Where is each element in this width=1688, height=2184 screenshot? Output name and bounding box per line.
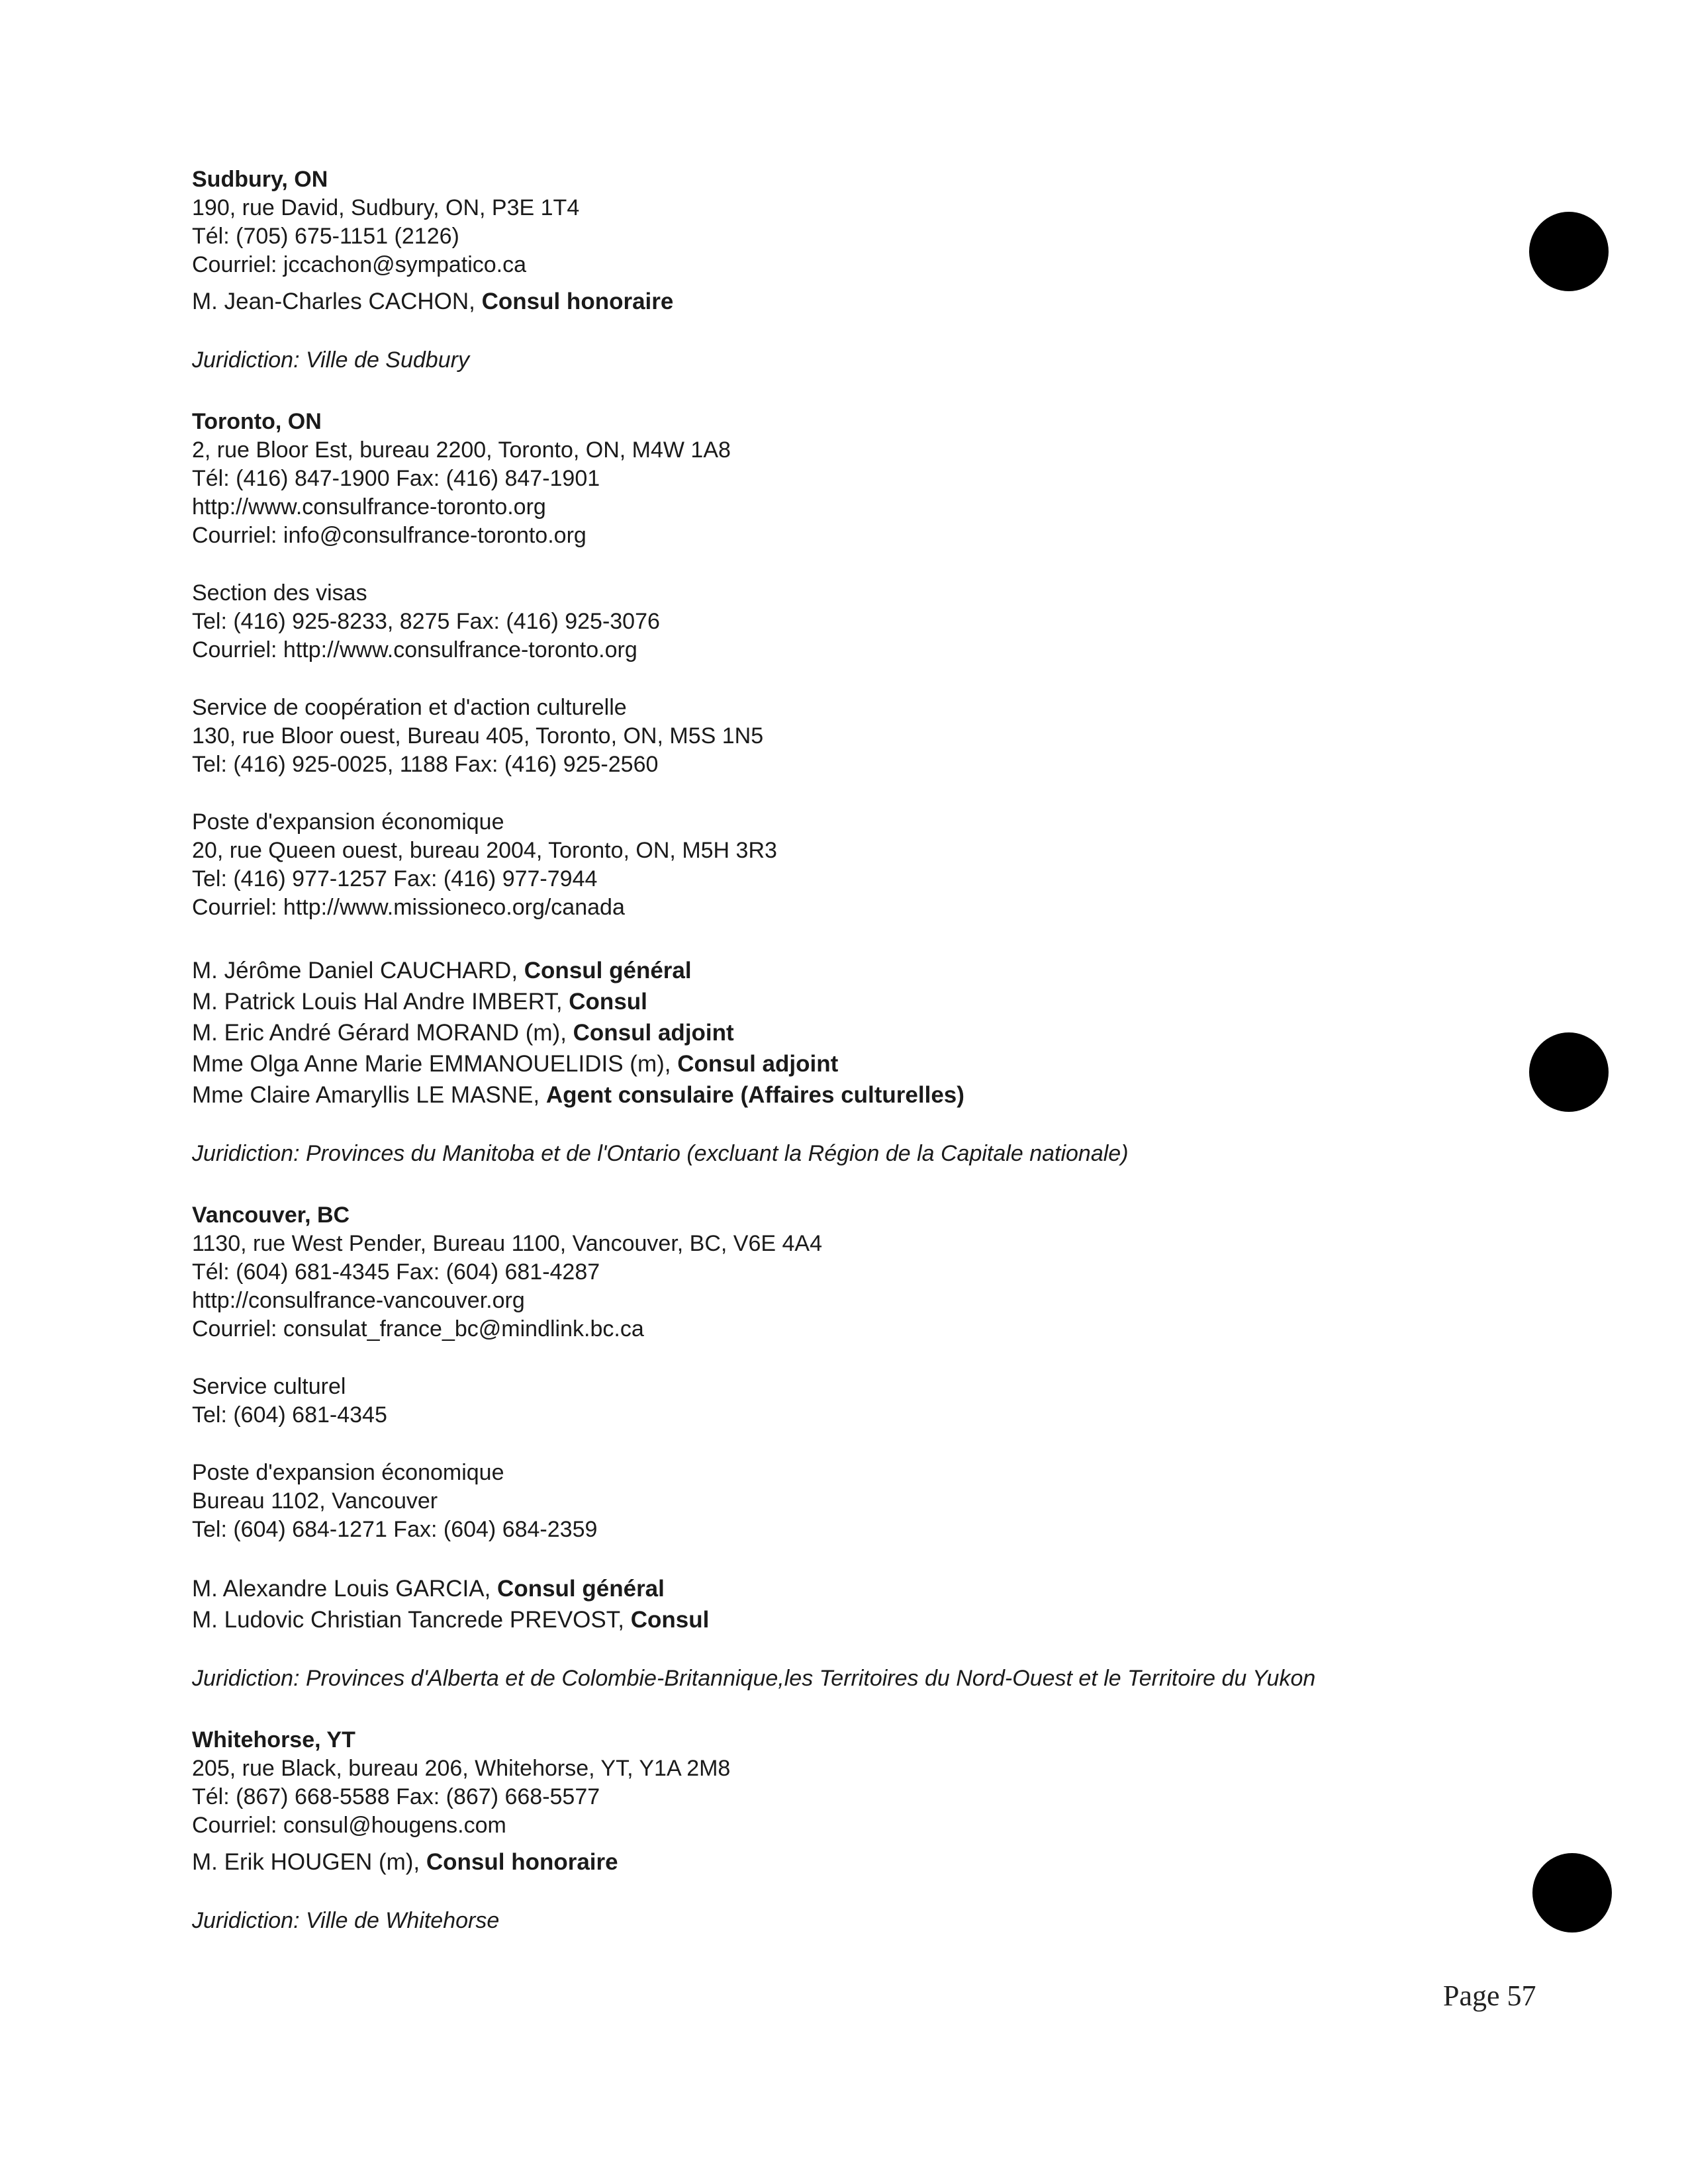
toronto-culture-tel: Tel: (416) 925-0025, 1188 Fax: (416) 925-2560 bbox=[192, 752, 659, 777]
toronto-visas-email: Courriel: http://www.consulfrance-toronto.org bbox=[192, 637, 637, 662]
toronto-staff-list bbox=[192, 955, 1516, 1111]
whitehorse-heading: Whitehorse, YT bbox=[192, 1727, 355, 1752]
staff-member bbox=[192, 1017, 1516, 1048]
toronto-heading: Toronto, ON bbox=[192, 409, 322, 434]
punch-hole-top bbox=[1529, 212, 1609, 291]
toronto-tel: Tél: (416) 847-1900 Fax: (416) 847-1901 bbox=[192, 466, 600, 491]
sudbury-jurisdiction: Juridiction: Ville de Sudbury bbox=[192, 347, 469, 373]
person-title: Consul adjoint bbox=[573, 1020, 734, 1046]
whitehorse-consul bbox=[192, 1846, 1516, 1878]
person-title: Consul général bbox=[524, 958, 692, 983]
person-name: M. Eric André Gérard MORAND (m), bbox=[192, 1020, 573, 1046]
toronto-culture-title: Service de coopération et d'action culturelle bbox=[192, 695, 627, 720]
staff-member bbox=[192, 955, 1516, 986]
toronto-address: 2, rue Bloor Est, bureau 2200, Toronto, ON, M4W 1A8 bbox=[192, 437, 731, 463]
vancouver-address: 1130, rue West Pender, Bureau 1100, Vancouver, BC, V6E 4A4 bbox=[192, 1231, 822, 1256]
vancouver-website: http://consulfrance-vancouver.org bbox=[192, 1288, 525, 1313]
toronto-visas-title: Section des visas bbox=[192, 580, 367, 606]
toronto-visas-tel: Tel: (416) 925-8233, 8275 Fax: (416) 925-3076 bbox=[192, 609, 660, 634]
sudbury-heading: Sudbury, ON bbox=[192, 167, 328, 192]
staff-member bbox=[192, 986, 1516, 1017]
vancouver-economic-address: Bureau 1102, Vancouver bbox=[192, 1488, 438, 1514]
vancouver-entry bbox=[192, 1201, 1516, 1693]
whitehorse-tel: Tél: (867) 668-5588 Fax: (867) 668-5577 bbox=[192, 1784, 600, 1809]
toronto-email: Courriel: info@consulfrance-toronto.org bbox=[192, 523, 586, 548]
vancouver-economic-title: Poste d'expansion économique bbox=[192, 1460, 504, 1485]
toronto-website: http://www.consulfrance-toronto.org bbox=[192, 494, 546, 520]
whitehorse-email: Courriel: consul@hougens.com bbox=[192, 1813, 506, 1838]
toronto-economic-address: 20, rue Queen ouest, bureau 2004, Toronto, ON, M5H 3R3 bbox=[192, 838, 777, 863]
vancouver-jurisdiction: Juridiction: Provinces d'Alberta et de Colombie-Britannique,les Territoires du Nord-Ouest et le Territoire du Yukon bbox=[192, 1666, 1316, 1691]
whitehorse-entry bbox=[192, 1726, 1516, 1935]
person-name: M. Jean-Charles CACHON, bbox=[192, 289, 482, 314]
person-name: M. Alexandre Louis GARCIA, bbox=[192, 1576, 498, 1602]
vancouver-email: Courriel: consulat_france_bc@mindlink.bc.ca bbox=[192, 1316, 644, 1342]
person-title: Consul honoraire bbox=[481, 289, 674, 314]
toronto-economic-title: Poste d'expansion économique bbox=[192, 809, 504, 835]
staff-member bbox=[192, 1604, 1516, 1635]
sudbury-tel: Tél: (705) 675-1151 (2126) bbox=[192, 224, 459, 249]
punch-hole-middle bbox=[1529, 1032, 1609, 1112]
person-name: M. Ludovic Christian Tancrede PREVOST, bbox=[192, 1607, 631, 1633]
sudbury-address: 190, rue David, Sudbury, ON, P3E 1T4 bbox=[192, 195, 580, 220]
vancouver-economic-tel: Tel: (604) 684-1271 Fax: (604) 684-2359 bbox=[192, 1517, 598, 1542]
person-title: Consul adjoint bbox=[677, 1051, 839, 1077]
page-number: Page 57 bbox=[1443, 1979, 1536, 2012]
staff-member bbox=[192, 1048, 1516, 1079]
consulate-listing bbox=[192, 165, 1516, 1935]
person-title: Consul honoraire bbox=[426, 1849, 618, 1875]
person-title: Consul bbox=[569, 989, 647, 1015]
vancouver-tel: Tél: (604) 681-4345 Fax: (604) 681-4287 bbox=[192, 1259, 600, 1285]
person-title: Consul bbox=[630, 1607, 710, 1633]
toronto-economic-tel: Tel: (416) 977-1257 Fax: (416) 977-7944 bbox=[192, 866, 598, 891]
vancouver-heading: Vancouver, BC bbox=[192, 1203, 350, 1228]
vancouver-staff-list bbox=[192, 1573, 1516, 1635]
sudbury-entry bbox=[192, 165, 1516, 375]
toronto-culture-address: 130, rue Bloor ouest, Bureau 405, Toronto, ON, M5S 1N5 bbox=[192, 723, 764, 749]
staff-member bbox=[192, 1079, 1516, 1111]
sudbury-email: Courriel: jccachon@sympatico.ca bbox=[192, 252, 527, 277]
punch-hole-bottom bbox=[1532, 1853, 1612, 1933]
person-name: Mme Claire Amaryllis LE MASNE, bbox=[192, 1082, 546, 1108]
toronto-entry bbox=[192, 408, 1516, 1168]
person-name: M. Erik HOUGEN (m), bbox=[192, 1849, 426, 1875]
staff-member bbox=[192, 1573, 1516, 1604]
whitehorse-jurisdiction: Juridiction: Ville de Whitehorse bbox=[192, 1908, 500, 1933]
sudbury-consul bbox=[192, 286, 1516, 317]
person-name: M. Patrick Louis Hal Andre IMBERT, bbox=[192, 989, 569, 1015]
whitehorse-address: 205, rue Black, bureau 206, Whitehorse, YT, Y1A 2M8 bbox=[192, 1756, 731, 1781]
person-title: Consul général bbox=[497, 1576, 665, 1602]
toronto-jurisdiction: Juridiction: Provinces du Manitoba et de l'Ontario (excluant la Région de la Capitale nationale) bbox=[192, 1141, 1129, 1166]
vancouver-culture-title: Service culturel bbox=[192, 1374, 346, 1399]
person-name: M. Jérôme Daniel CAUCHARD, bbox=[192, 958, 524, 983]
person-title: Agent consulaire (Affaires culturelles) bbox=[545, 1082, 964, 1108]
vancouver-culture-tel: Tel: (604) 681-4345 bbox=[192, 1402, 387, 1428]
toronto-economic-email: Courriel: http://www.missioneco.org/canada bbox=[192, 895, 625, 920]
person-name: Mme Olga Anne Marie EMMANOUELIDIS (m), bbox=[192, 1051, 678, 1077]
